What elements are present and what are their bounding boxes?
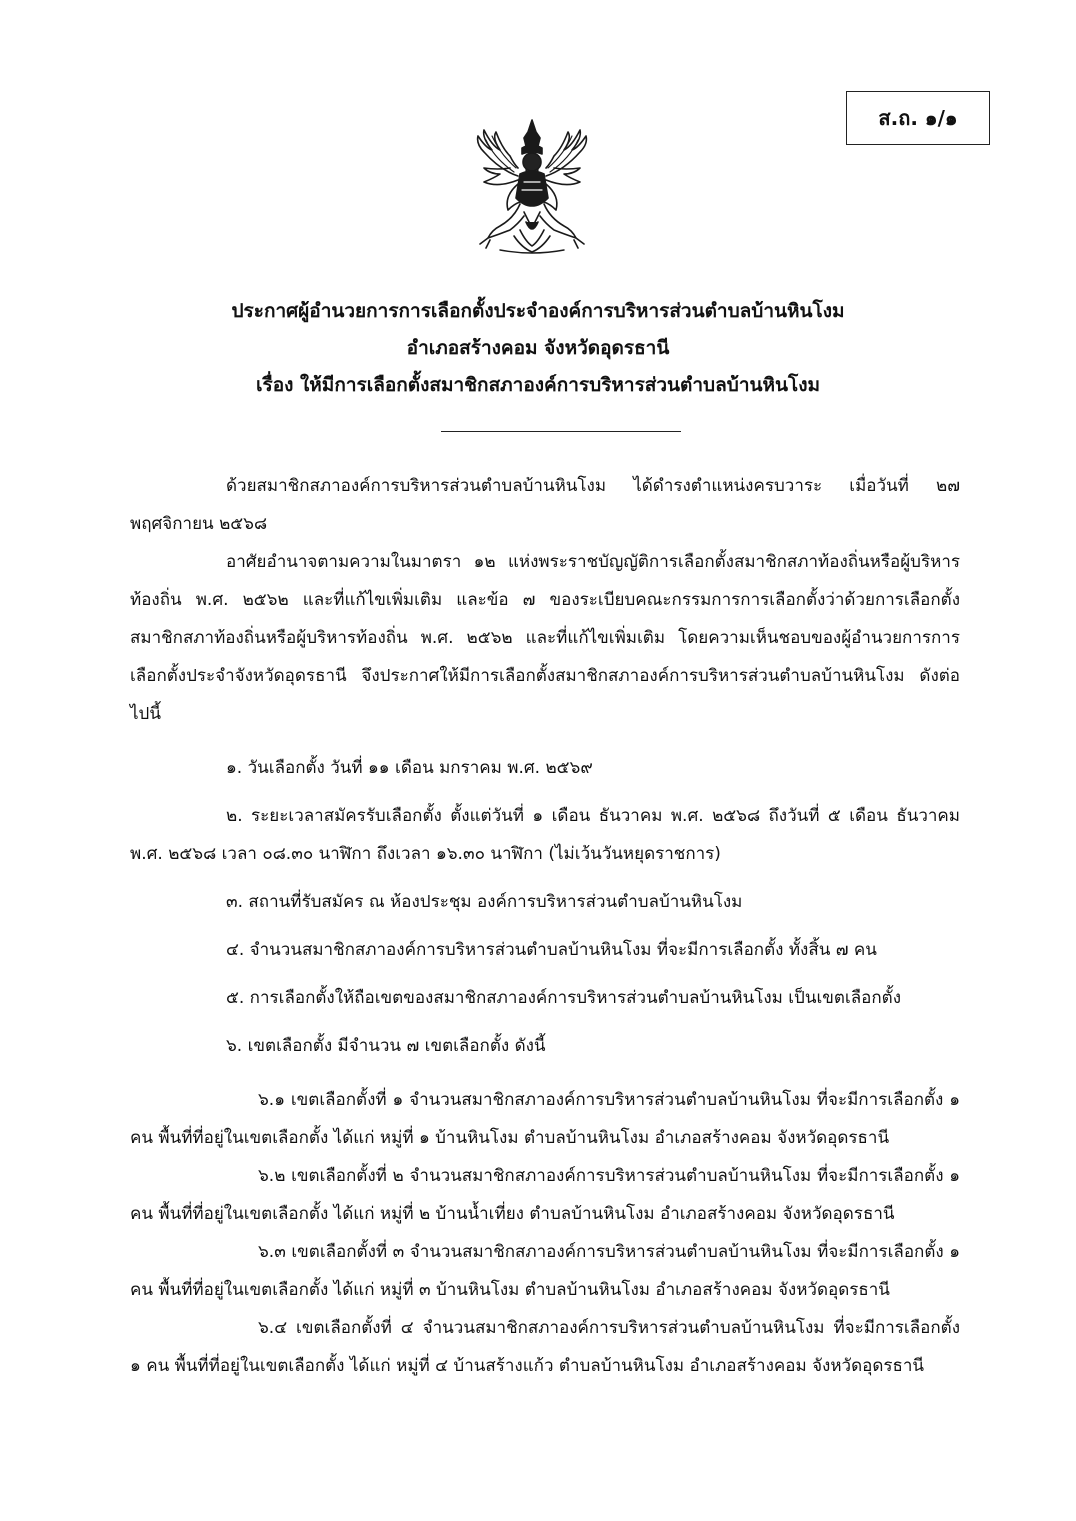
garuda-emblem-icon [470,118,594,256]
announcement-title [0,293,1076,404]
form-code-box [846,91,990,145]
intro-paragraph: ด้วยสมาชิกสภาองค์การบริหารส่วนตำบลบ้านหินโงม ได้ดำรงตำแหน่งครบวาระ เมื่อวันที่ ๒๗ พฤศจิกายน ๒๕๖๘ [130,476,960,534]
item-constituency-basis: ๕. การเลือกตั้งให้ถือเขตของสมาชิกสภาองค์การบริหารส่วนตำบลบ้านหินโงม เป็นเขตเลือกตั้ง [226,988,902,1008]
authority-paragraph: อาศัยอำนาจตามความในมาตรา ๑๒ แห่งพระราชบัญญัติการเลือกตั้งสมาชิกสภาท้องถิ่นหรือผู้บริหารท้องถิ่น พ.ศ. ๒๕๖๒ และที่แก้ไขเพิ่มเติม และข้อ ๗ ของระเบียบคณะกรรมการการเลือกตั้งว่าด้วยการเลือกตั้งสมาชิกสภาท้องถิ่นหรือผู้บริหารท้องถิ่น พ.ศ. ๒๕๖๒ และที่แก้ไขเพิ่มเติม โดยความเห็นชอบของผู้อำนวยการการเลือกตั้งประจำจังหวัดอุดรธานี จึงประกาศให้มีการเลือกตั้งสมาชิกสภาองค์การบริหารส่วนตำบลบ้านหินโงม ดังต่อไปนี้ [130,552,960,724]
district-1: ๖.๑ เขตเลือกตั้งที่ ๑ จำนวนสมาชิกสภาองค์การบริหารส่วนตำบลบ้านหินโงม ที่จะมีการเลือกตั้ง ๑ คน พื้นที่ที่อยู่ในเขตเลือกตั้ง ได้แก่ หมู่ที่ ๑ บ้านหินโงม ตำบลบ้านหินโงม อำเภอสร้างคอม จังหวัดอุดรธานี [130,1090,960,1148]
form-code: ส.ถ. ๑/๑ [878,106,958,130]
title-line-2: อำเภอสร้างคอม จังหวัดอุดรธานี [406,337,670,359]
item-registration-place: ๓. สถานที่รับสมัคร ณ ห้องประชุม องค์การบริหารส่วนตำบลบ้านหินโงม [226,892,743,912]
district-4: ๖.๔ เขตเลือกตั้งที่ ๔ จำนวนสมาชิกสภาองค์การบริหารส่วนตำบลบ้านหินโงม ที่จะมีการเลือกตั้ง ๑ คน พื้นที่ที่อยู่ในเขตเลือกตั้ง ได้แก่ หมู่ที่ ๔ บ้านสร้างแก้ว ตำบลบ้านหินโงม อำเภอสร้างคอม จังหวัดอุดรธานี [130,1318,960,1376]
item-member-count: ๔. จำนวนสมาชิกสภาองค์การบริหารส่วนตำบลบ้านหินโงม ที่จะมีการเลือกตั้ง ทั้งสิ้น ๗ คน [226,940,877,960]
district-3: ๖.๓ เขตเลือกตั้งที่ ๓ จำนวนสมาชิกสภาองค์การบริหารส่วนตำบลบ้านหินโงม ที่จะมีการเลือกตั้ง ๑ คน พื้นที่ที่อยู่ในเขตเลือกตั้ง ได้แก่ หมู่ที่ ๓ บ้านหินโงม ตำบลบ้านหินโงม อำเภอสร้างคอม จังหวัดอุดรธานี [130,1242,960,1300]
item-election-date: ๑. วันเลือกตั้ง วันที่ ๑๑ เดือน มกราคม พ.ศ. ๒๕๖๙ [226,758,593,778]
title-line-3: เรื่อง ให้มีการเลือกตั้งสมาชิกสภาองค์การบริหารส่วนตำบลบ้านหินโงม [256,374,820,396]
title-line-1: ประกาศผู้อำนวยการการเลือกตั้งประจำองค์การบริหารส่วนตำบลบ้านหินโงม [231,300,845,322]
title-divider [441,431,681,432]
item-registration-period: ๒. ระยะเวลาสมัครรับเลือกตั้ง ตั้งแต่วันที่ ๑ เดือน ธันวาคม พ.ศ. ๒๕๖๘ ถึงวันที่ ๕ เดือน ธันวาคม พ.ศ. ๒๕๖๘ เวลา ๐๘.๓๐ นาฬิกา ถึงเวลา ๑๖.๓๐ นาฬิกา (ไม่เว้นวันหยุดราชการ) [130,806,960,864]
district-2: ๖.๒ เขตเลือกตั้งที่ ๒ จำนวนสมาชิกสภาองค์การบริหารส่วนตำบลบ้านหินโงม ที่จะมีการเลือกตั้ง ๑ คน พื้นที่ที่อยู่ในเขตเลือกตั้ง ได้แก่ หมู่ที่ ๒ บ้านน้ำเที่ยง ตำบลบ้านหินโงม อำเภอสร้างคอม จังหวัดอุดรธานี [130,1166,960,1224]
item-constituencies: ๖. เขตเลือกตั้ง มีจำนวน ๗ เขตเลือกตั้ง ดังนี้ [226,1036,546,1056]
announcement-body [130,467,960,1385]
